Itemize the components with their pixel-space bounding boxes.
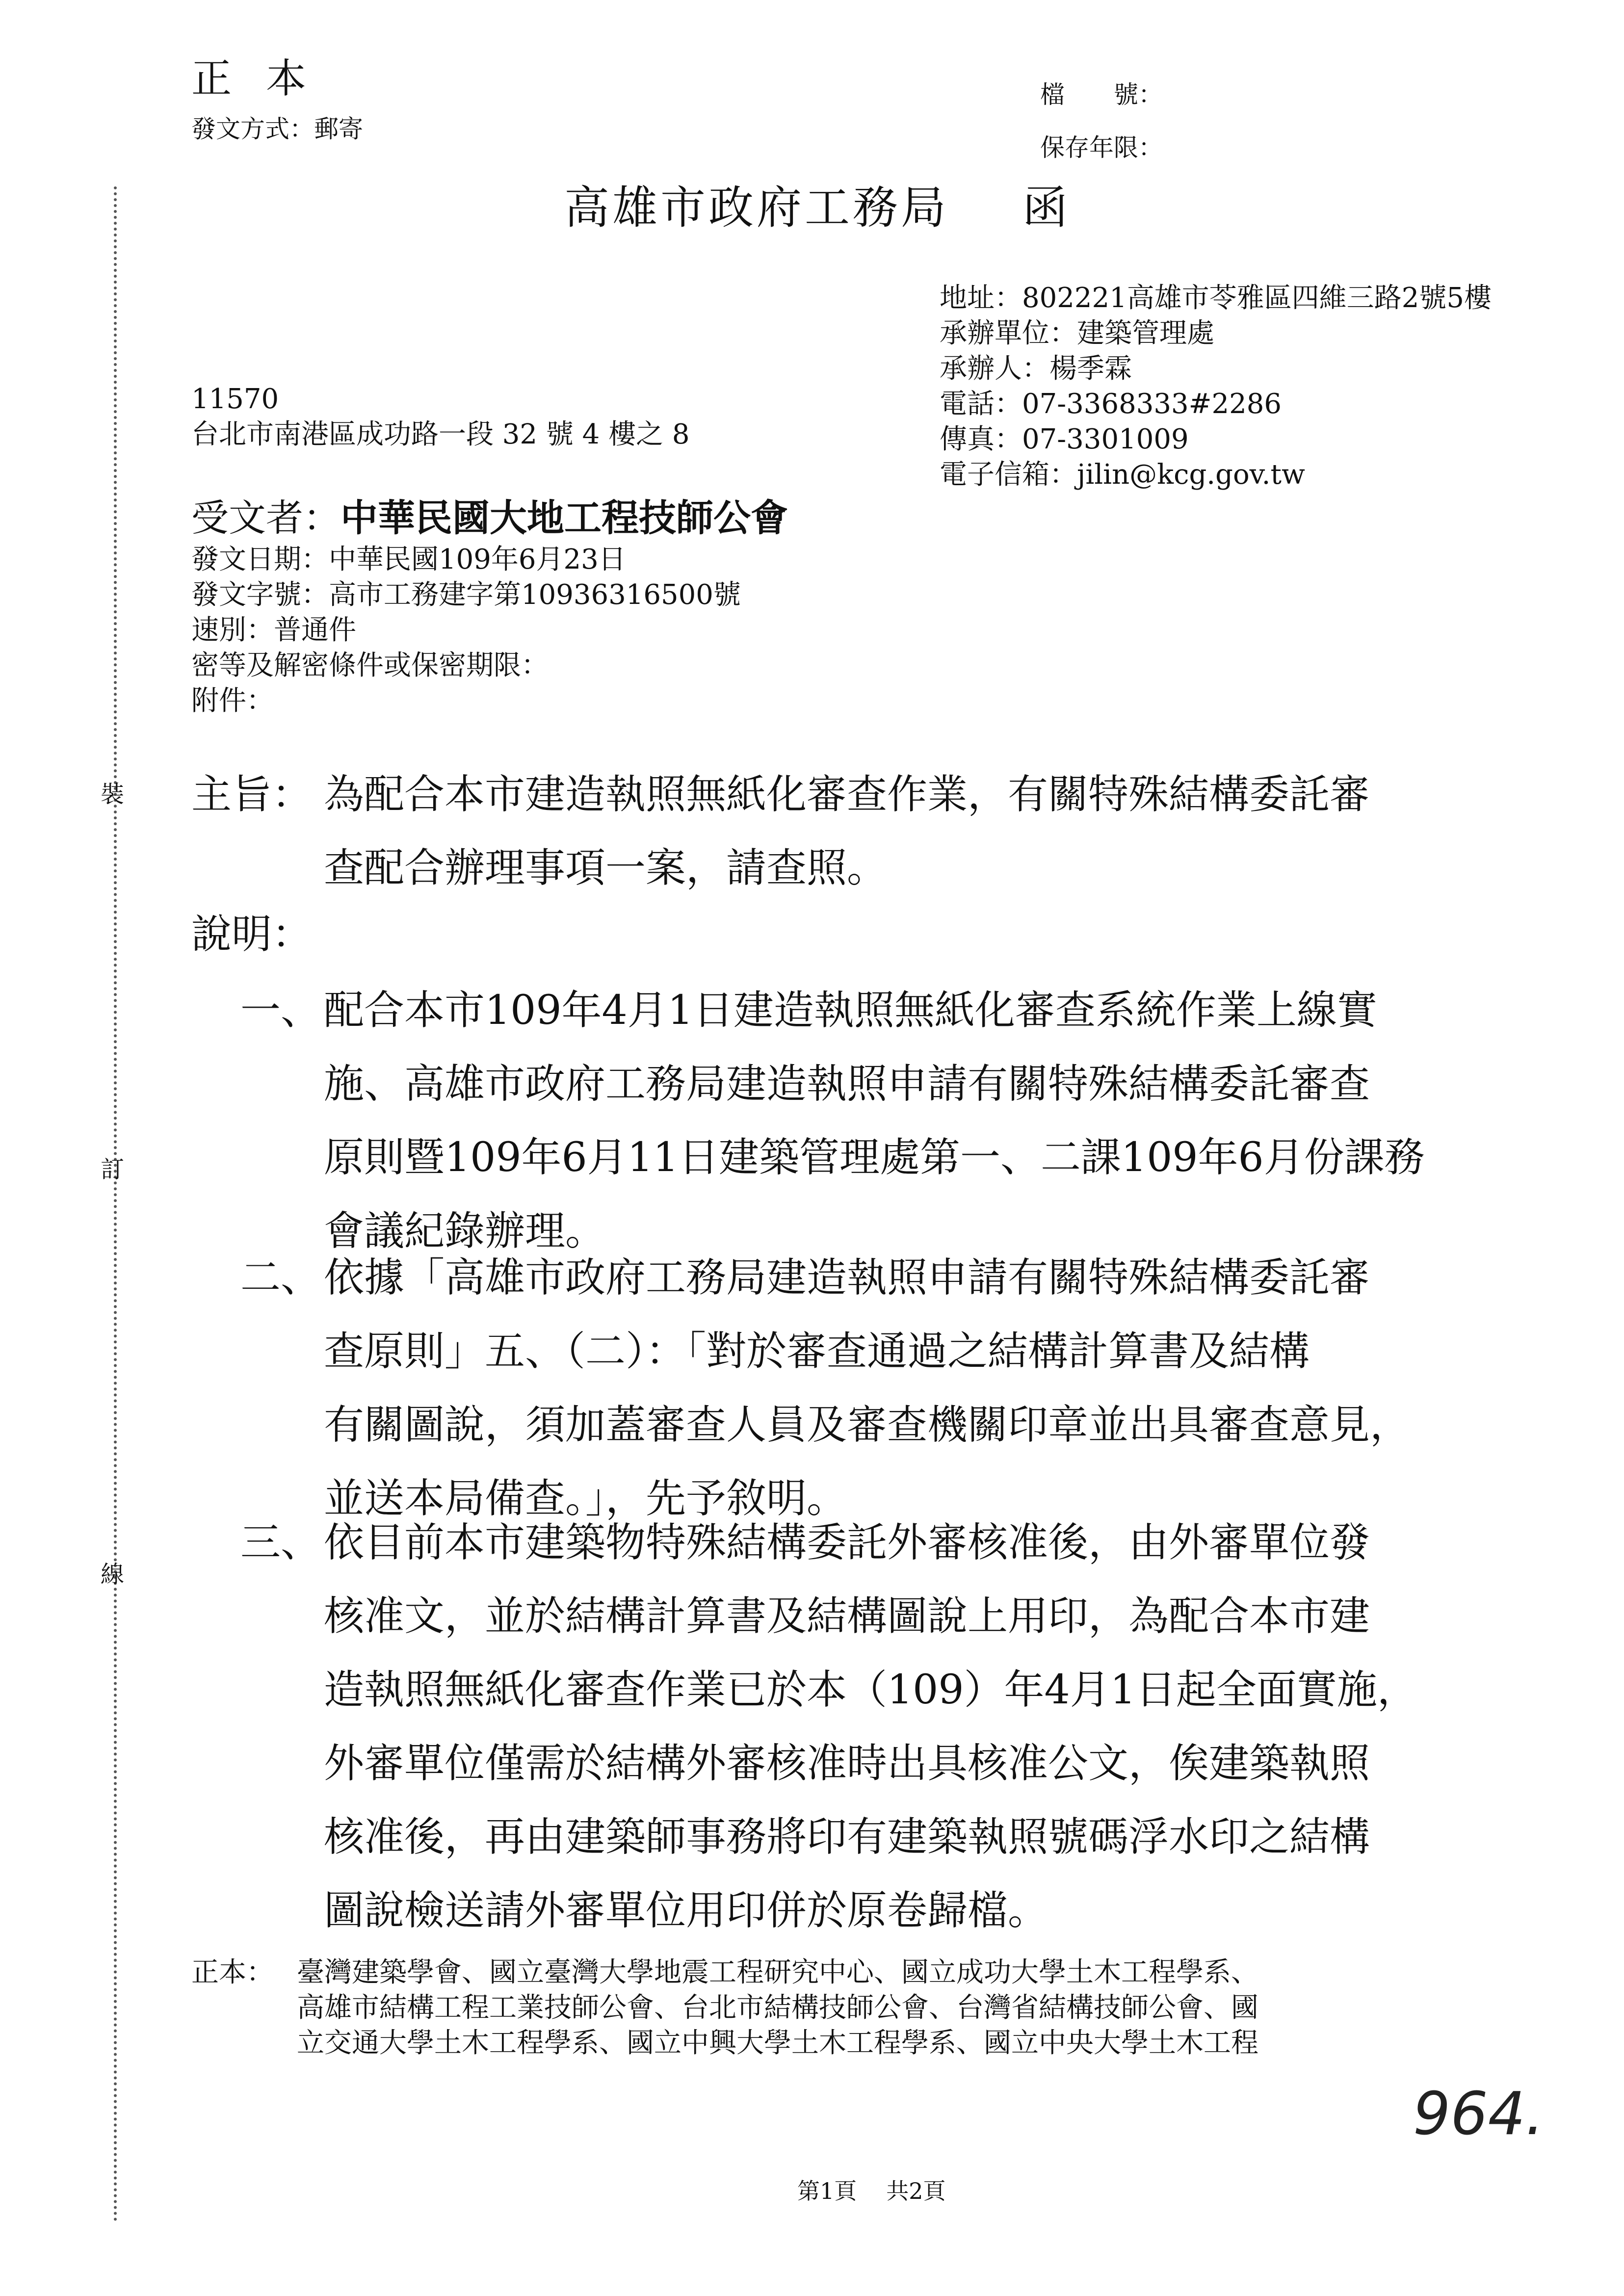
- item-line: 依據「高雄市政府工務局建造執照申請有關特殊結構委託審: [324, 1254, 1370, 1301]
- explanation-item: [240, 1241, 1411, 1536]
- postal-code: 11570: [191, 383, 279, 415]
- item-line: 核准後，再由建築師事務將印有建築執照號碼浮水印之結構: [324, 1814, 1370, 1860]
- dispatch-method: 發文方式：郵寄: [191, 115, 363, 143]
- sender-info: [940, 281, 1492, 493]
- handler-name: 承辦人：楊季霖: [940, 353, 1132, 385]
- explanation-item: [240, 1506, 1417, 1948]
- recipient-name: 中華民國大地工程技師公會: [341, 496, 788, 540]
- dispatch-date: 發文日期：中華民國109年6月23日: [191, 544, 626, 575]
- secrecy-conditions: 密等及解密條件或保密期限：: [191, 650, 549, 681]
- subject-line: 查配合辦理事項一案，請查照。: [324, 845, 888, 891]
- handling-unit: 承辦單位：建築管理處: [940, 317, 1214, 349]
- sender-address: 地址：802221高雄市苓雅區四維三路2號5樓: [940, 282, 1492, 314]
- cc-line: 臺灣建築學會、國立臺灣大學地震工程研究中心、國立成功大學土木工程學系、: [297, 1957, 1258, 1988]
- attachments: 附件：: [191, 685, 274, 717]
- subject-label: 主旨：: [191, 771, 313, 818]
- document-title: [564, 172, 1071, 236]
- page-total: 共2頁: [886, 2178, 946, 2204]
- item-line: 配合本市109年4月1日建造執照無紙化審查系統作業上線實: [324, 987, 1377, 1034]
- cc-list: [297, 1955, 1258, 2061]
- speed-class: 速別：普通件: [191, 614, 356, 646]
- explanation-item: [240, 974, 1425, 1268]
- subject-line: 為配合本市建造執照無紙化審查作業，有關特殊結構委託審: [324, 771, 1370, 818]
- cc-line: 立交通大學土木工程學系、國立中興大學土木工程學系、國立中央大學土木工程: [297, 2027, 1258, 2059]
- fax-number: 傳真：07-3301009: [940, 423, 1189, 455]
- binding-mark-ding: 訂: [101, 1156, 125, 1183]
- item-number: 二、: [240, 1254, 321, 1301]
- item-line: 查原則」五、（二）：「對於審查通過之結構計算書及結構: [324, 1328, 1310, 1375]
- item-line: 核准文，並於結構計算書及結構圖說上用印，為配合本市建: [324, 1593, 1370, 1640]
- handwritten-number: 964.: [1413, 2080, 1545, 2148]
- item-line: 並送本局備查。」，先予敘明。: [324, 1475, 847, 1522]
- item-line: 施、高雄市政府工務局建造執照申請有關特殊結構委託審查: [324, 1061, 1370, 1107]
- copy-type-stamp: 正本: [191, 55, 341, 102]
- binding-dotted-line: [114, 186, 117, 2222]
- document-number: 發文字號：高市工務建字第10936316500號: [191, 579, 741, 611]
- recipient-label: 受文者：: [191, 496, 341, 540]
- page-footer: [797, 2173, 946, 2206]
- file-number-label: 檔 號：: [1040, 80, 1163, 109]
- cc-line: 高雄市結構工程工業技師公會、台北市結構技師公會、台灣省結構技師公會、國: [297, 1992, 1258, 2024]
- item-line: 造執照無紙化審查作業已於本（109）年4月1日起全面實施，: [324, 1667, 1417, 1713]
- page-number: 第1頁: [797, 2178, 857, 2204]
- cc-label: 正本：: [191, 1957, 274, 1988]
- binding-mark-zhuang: 裝: [101, 781, 125, 808]
- document-metadata: [191, 542, 741, 719]
- recipient-line: [191, 488, 788, 542]
- retention-period-label: 保存年限：: [1040, 133, 1163, 162]
- binding-mark-xian: 線: [101, 1561, 125, 1588]
- document-type: 函: [1022, 182, 1071, 234]
- item-line: 依目前本市建築物特殊結構委託外審核准後，由外審單位發: [324, 1519, 1370, 1566]
- phone-number: 電話：07-3368333#2286: [940, 388, 1282, 420]
- email-address: 電子信箱：jilin@kcg.gov.tw: [940, 459, 1305, 491]
- recipient-address: 台北市南港區成功路一段 32 號 4 樓之 8: [191, 418, 690, 450]
- item-line: 圖說檢送請外審單位用印併於原卷歸檔。: [324, 1887, 1048, 1934]
- item-line: 外審單位僅需於結構外審核准時出具核准公文，俟建築執照: [324, 1740, 1370, 1787]
- subject-text: [324, 758, 1370, 905]
- item-line: 有關圖說，須加蓋審查人員及審查機關印章並出具審查意見，: [324, 1402, 1411, 1448]
- item-number: 三、: [240, 1519, 321, 1566]
- explanation-label: 說明：: [191, 911, 313, 958]
- item-line: 原則暨109年6月11日建築管理處第一、二課109年6月份課務: [324, 1134, 1425, 1181]
- recipient-address-block: [191, 382, 690, 452]
- item-line: 會議紀錄辦理。: [324, 1208, 606, 1254]
- agency-name: 高雄市政府工務局: [564, 182, 949, 234]
- item-number: 一、: [240, 987, 321, 1034]
